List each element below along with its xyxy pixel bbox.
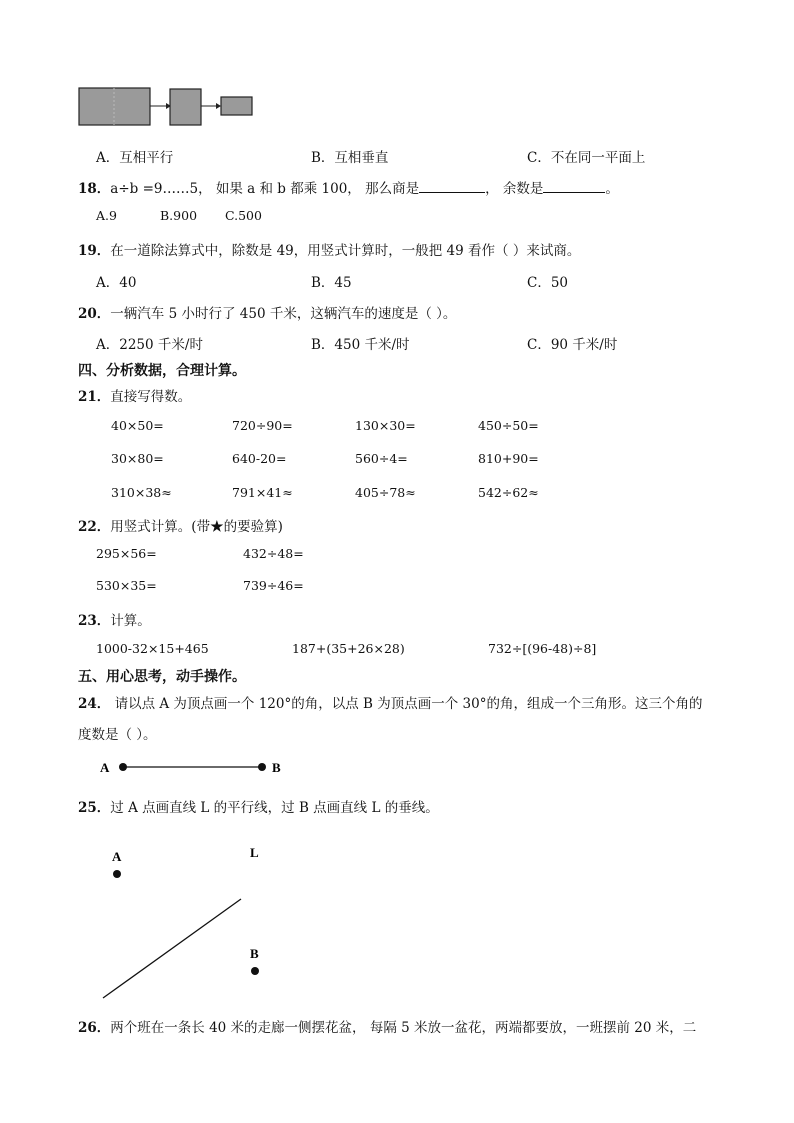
q21-stem (78, 385, 191, 405)
q18-option-c: C.500 (225, 208, 262, 223)
point-a (113, 870, 121, 878)
q20-option-a: A．2250 千米/时 (96, 337, 203, 353)
point-b (251, 967, 259, 975)
q18-stem (78, 177, 619, 197)
q21-r3c4: 542÷62≈ (478, 485, 539, 500)
q25-text: 过 A 点画直线 L 的平行线，过 B 点画直线 L 的垂线。 (110, 800, 439, 816)
section-5-title: 五、用心思考，动手操作。 (78, 669, 246, 685)
q21-r1c4: 450÷50= (478, 418, 539, 433)
q24-segment-figure (100, 757, 290, 777)
q19-text: 在一道除法算式中，除数是 49，用竖式计算时，一般把 49 看作（ ）来试商。 (110, 243, 581, 259)
q22-r1c2: 432÷48= (243, 546, 304, 561)
q20-option-c: C．90 千米/时 (527, 337, 618, 353)
q19-stem (78, 239, 580, 259)
q17-option-b: B．互相垂直 (311, 150, 389, 166)
q19-option-a: A．40 (96, 275, 137, 291)
q17-option-a: A．互相平行 (96, 150, 174, 166)
q21-r2c4: 810+90= (478, 451, 539, 466)
q23-stem (78, 609, 151, 629)
q22-r2c2: 739÷46= (243, 578, 304, 593)
q26-number: 26． (78, 1020, 111, 1036)
q17-fold-figure (78, 86, 258, 128)
point-b (258, 763, 266, 771)
q20-stem (78, 302, 456, 322)
q19-option-c: C．50 (527, 275, 569, 291)
small-rectangle (221, 97, 252, 115)
q25-label-b: B (250, 946, 259, 961)
q25-label-l: L (250, 845, 259, 860)
line-l (103, 899, 241, 998)
q22-number: 22． (78, 519, 111, 535)
q18-number: 18． (78, 181, 111, 197)
q24-line-1 (78, 692, 702, 712)
q19-option-b: B．45 (311, 275, 352, 291)
q21-r3c1: 310×38≈ (111, 485, 172, 500)
q21-r2c1: 30×80= (111, 451, 164, 466)
q24-line-2: 度数是（ ）。 (78, 727, 157, 743)
q21-r2c3: 560÷4= (355, 451, 408, 466)
q18-text-c: 。 (605, 181, 619, 197)
q22-r2c1: 530×35= (96, 578, 157, 593)
q21-r2c2: 640-20= (232, 451, 287, 466)
q23-item-3: 732÷[(96-48)÷8] (488, 641, 597, 656)
q21-r3c2: 791×41≈ (232, 485, 293, 500)
q23-text: 计算。 (110, 613, 151, 629)
q22-r1c1: 295×56= (96, 546, 157, 561)
q24-text-1: 请以点 A 为顶点画一个 120°的角，以点 B 为顶点画一个 30°的角，组成一个三角形。这三个角的 (110, 696, 703, 712)
q23-item-2: 187+(35+26×28) (292, 641, 405, 656)
q17-option-c: C．不在同一平面上 (527, 150, 646, 166)
q26-stem (78, 1016, 696, 1036)
q22-stem (78, 515, 283, 535)
q18-blank-remainder[interactable] (543, 179, 605, 193)
q26-text: 两个班在一条长 40 米的走廊一侧摆花盆， 每隔 5 米放一盆花，两端都要放，一班摆前 20 米，二 (110, 1020, 697, 1036)
medium-rectangle (170, 89, 201, 125)
q21-r1c3: 130×30= (355, 418, 416, 433)
q21-r3c3: 405÷78≈ (355, 485, 416, 500)
q25-stem (78, 796, 439, 816)
q22-text: 用竖式计算。(带★的要验算) (110, 519, 283, 535)
section-4-title: 四、分析数据，合理计算。 (78, 363, 246, 379)
q24-number: 24． (78, 696, 111, 712)
q23-number: 23． (78, 613, 111, 629)
q18-text-a: a÷b =9……5， 如果 a 和 b 都乘 100， 那么商是 (110, 181, 420, 197)
q25-label-a: A (112, 849, 122, 864)
q20-number: 20． (78, 306, 111, 322)
q20-text: 一辆汽车 5 小时行了 450 千米，这辆汽车的速度是（ ）。 (110, 306, 457, 322)
q24-label-b: B (272, 760, 281, 775)
q21-text: 直接写得数。 (110, 389, 192, 405)
q18-text-b: ， 余数是 (485, 181, 544, 197)
q25-number: 25． (78, 800, 111, 816)
q21-r1c1: 40×50= (111, 418, 164, 433)
q20-option-b: B．450 千米/时 (311, 337, 410, 353)
q21-r1c2: 720÷90= (232, 418, 293, 433)
q23-item-1: 1000-32×15+465 (96, 641, 209, 656)
q21-number: 21． (78, 389, 111, 405)
q19-number: 19． (78, 243, 111, 259)
q25-line-figure (98, 840, 278, 1005)
q18-option-a: A.9 (96, 208, 117, 223)
q18-blank-quotient[interactable] (419, 179, 485, 193)
q24-label-a: A (100, 760, 110, 775)
q18-option-b: B.900 (160, 208, 198, 223)
